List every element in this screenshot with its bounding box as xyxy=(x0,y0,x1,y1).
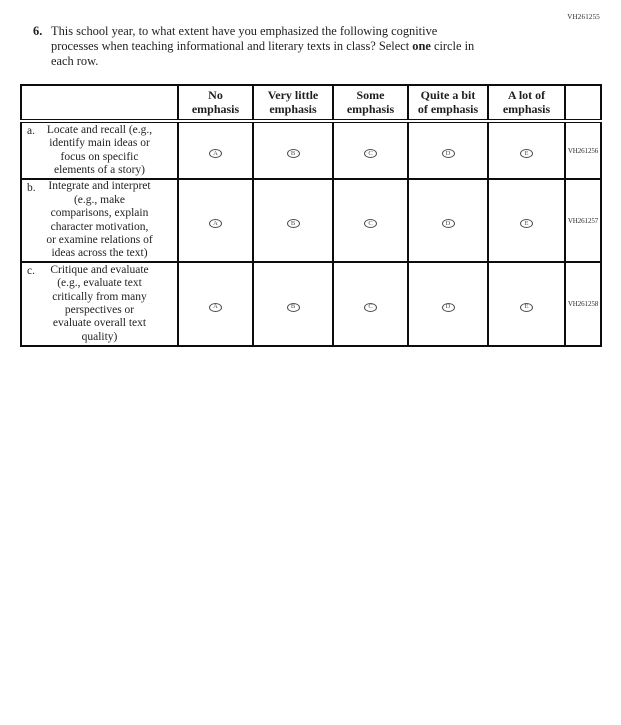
question-line: each row. xyxy=(51,54,99,68)
cell-a-some xyxy=(333,121,408,179)
cell-c-quite-a-bit xyxy=(408,262,488,346)
answer-oval-c-very-little-emphasis[interactable]: B xyxy=(287,303,300,312)
page-accession-code: VH261255 xyxy=(567,13,600,21)
row-letter: b. xyxy=(27,182,36,194)
answer-oval-c-a-lot-of-emphasis[interactable]: E xyxy=(520,303,533,312)
row-label-line: Critique and evaluate xyxy=(50,263,149,276)
cell-b-quite-a-bit xyxy=(408,179,488,262)
row-label-line: evaluate overall text xyxy=(52,317,147,330)
row-label-line: identify main ideas or xyxy=(49,137,150,150)
row-letter: c. xyxy=(27,265,35,277)
row-label-line: quality) xyxy=(81,330,118,343)
row-label-c xyxy=(21,262,178,346)
answer-oval-a-no-emphasis[interactable]: A xyxy=(209,149,222,158)
answer-oval-b-a-lot-of-emphasis[interactable]: E xyxy=(520,219,533,228)
row-label-line: (e.g., make xyxy=(73,193,126,206)
row-code-c: VH261258 xyxy=(565,262,601,346)
header-stub-cell xyxy=(21,85,178,121)
header-a-lot-of-emphasis: A lot of emphasis xyxy=(488,85,565,121)
cell-b-some xyxy=(333,179,408,262)
question-number: 6. xyxy=(33,24,43,38)
question-text xyxy=(51,24,573,69)
answer-oval-a-very-little-emphasis[interactable]: B xyxy=(287,149,300,158)
row-label-line: ideas across the text) xyxy=(51,247,148,260)
row-code-b: VH261257 xyxy=(565,179,601,262)
row-label-line: character motivation, xyxy=(50,220,149,233)
table-row-b xyxy=(21,179,601,262)
cell-c-very-little xyxy=(253,262,333,346)
answer-oval-a-some-emphasis[interactable]: C xyxy=(364,149,377,158)
question-bold-word: one xyxy=(412,39,431,53)
answer-oval-b-some-emphasis[interactable]: C xyxy=(364,219,377,228)
cell-c-some xyxy=(333,262,408,346)
emphasis-table xyxy=(20,84,602,347)
answer-oval-b-very-little-emphasis[interactable]: B xyxy=(287,219,300,228)
cell-a-no-emphasis xyxy=(178,121,253,179)
row-label-line: Integrate and interpret xyxy=(48,180,151,193)
cell-a-quite-a-bit xyxy=(408,121,488,179)
cell-c-a-lot xyxy=(488,262,565,346)
cell-b-very-little xyxy=(253,179,333,262)
header-no-emphasis: No emphasis xyxy=(178,85,253,121)
header-some-emphasis: Some emphasis xyxy=(333,85,408,121)
row-label-line: or examine relations of xyxy=(46,233,153,246)
cell-b-a-lot xyxy=(488,179,565,262)
row-label-line: (e.g., evaluate text xyxy=(57,277,142,290)
row-label-a xyxy=(21,121,178,179)
cell-a-very-little xyxy=(253,121,333,179)
row-label-line: elements of a story) xyxy=(53,163,145,176)
table-row-c xyxy=(21,262,601,346)
row-label-line: Locate and recall (e.g., xyxy=(46,123,153,136)
answer-oval-c-quite-a-bit-of-emphasis[interactable]: D xyxy=(442,303,455,312)
header-quite-a-bit-emphasis: Quite a bit of emphasis xyxy=(408,85,488,121)
answer-oval-c-no-emphasis[interactable]: A xyxy=(209,303,222,312)
row-label-b xyxy=(21,179,178,262)
answer-oval-a-quite-a-bit-of-emphasis[interactable]: D xyxy=(442,149,455,158)
table-header-row xyxy=(21,85,601,121)
row-label-line: focus on specific xyxy=(60,150,139,163)
answer-oval-b-quite-a-bit-of-emphasis[interactable]: D xyxy=(442,219,455,228)
answer-oval-a-a-lot-of-emphasis[interactable]: E xyxy=(520,149,533,158)
table-row-a xyxy=(21,121,601,179)
header-code-cell xyxy=(565,85,601,121)
answer-oval-b-no-emphasis[interactable]: A xyxy=(209,219,222,228)
row-code-a: VH261256 xyxy=(565,121,601,179)
cell-b-no-emphasis xyxy=(178,179,253,262)
header-very-little-emphasis: Very little emphasis xyxy=(253,85,333,121)
row-label-line: critically from many xyxy=(52,290,147,303)
question-line: This school year, to what extent have you emphasized the following cognitive xyxy=(51,24,438,38)
row-label-line: perspectives or xyxy=(64,304,135,316)
cell-a-a-lot xyxy=(488,121,565,179)
row-label-line: comparisons, explain xyxy=(50,207,149,220)
answer-oval-c-some-emphasis[interactable]: C xyxy=(364,303,377,312)
row-letter: a. xyxy=(27,125,35,137)
question-6 xyxy=(33,24,573,69)
question-line: processes when teaching informational and literary texts in class? Select one circle in xyxy=(51,39,475,53)
cell-c-no-emphasis xyxy=(178,262,253,346)
